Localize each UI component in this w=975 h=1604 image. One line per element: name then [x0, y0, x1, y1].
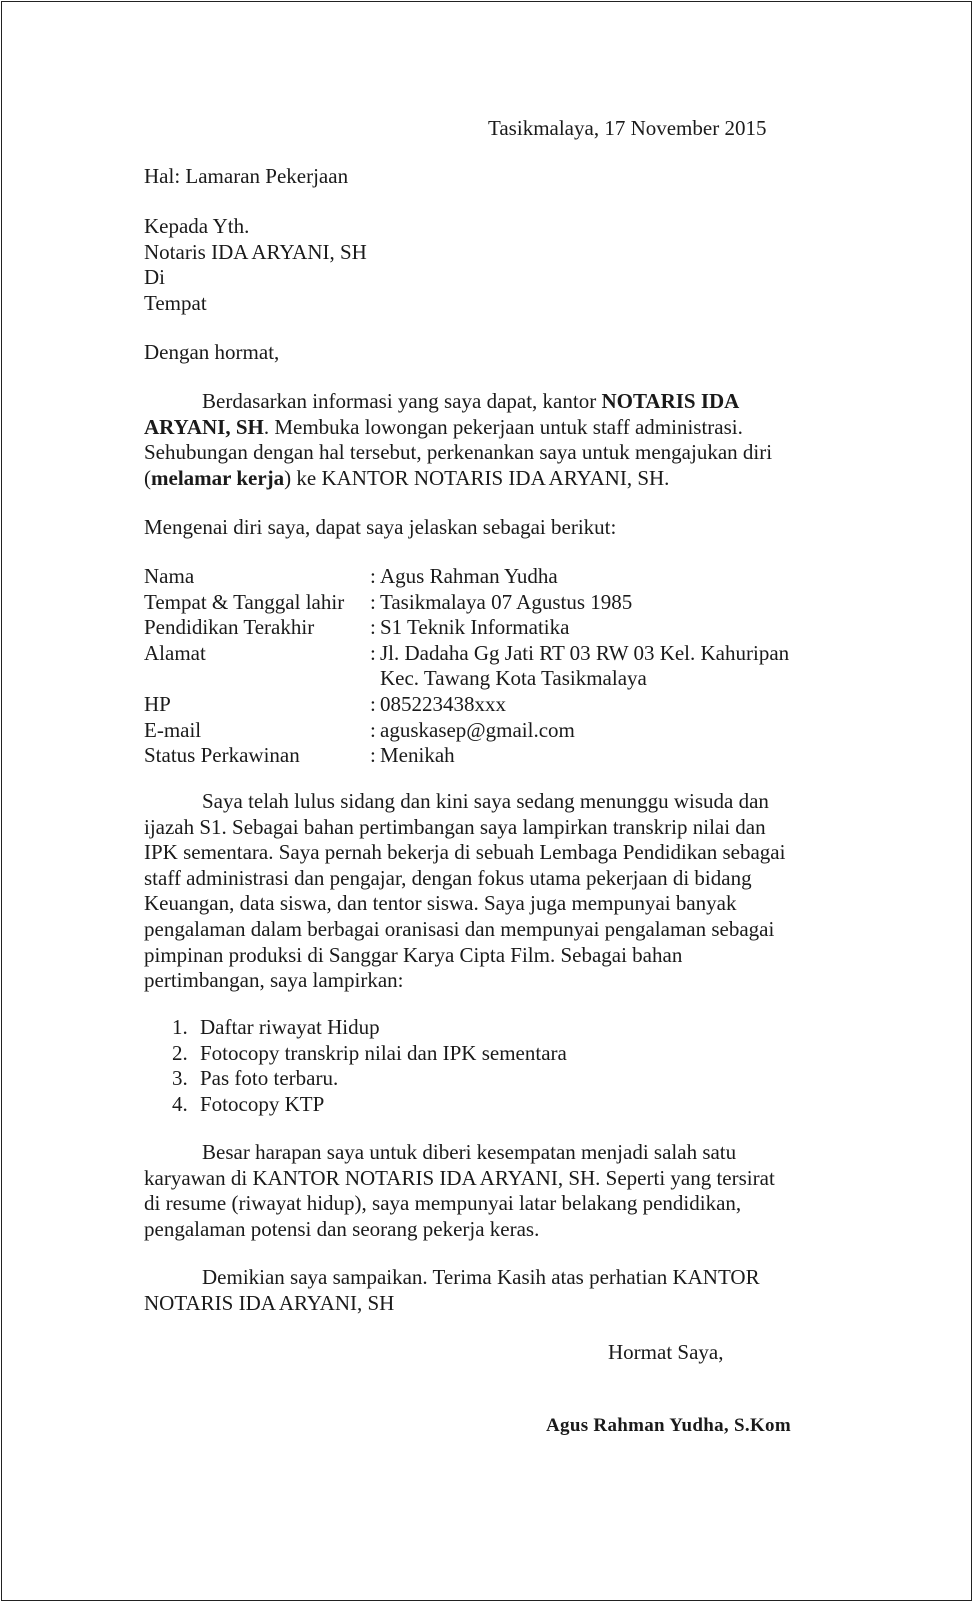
recipient-line: Notaris IDA ARYANI, SH: [144, 239, 367, 264]
list-item: [144, 1092, 567, 1118]
colon: :: [370, 564, 376, 588]
colon: :: [370, 615, 376, 640]
profile-label: Pendidikan Terakhir: [144, 615, 315, 640]
list-text: Pas foto terbaru.: [200, 1066, 339, 1091]
text-span: . Membuka lowongan pekerjaan untuk staff administrasi.: [263, 414, 743, 439]
bold-text: melamar kerja: [151, 465, 285, 490]
paragraph-line: Saya telah lulus sidang dan kini saya sedang menunggu wisuda dan: [202, 789, 769, 813]
profile-value: S1 Teknik Informatika: [380, 615, 570, 640]
profile-value: Tasikmalaya 07 Agustus 1985: [380, 589, 633, 614]
letter-subject: Hal: Lamaran Pekerjaan: [144, 164, 349, 188]
profile-value: aguskasep@gmail.com: [380, 717, 575, 742]
colon: :: [370, 717, 376, 742]
recipient-line: Tempat: [144, 290, 207, 315]
recipient-line: Kepada Yth.: [144, 214, 250, 238]
list-text: Fotocopy KTP: [200, 1091, 325, 1116]
colon: :: [370, 640, 376, 665]
paragraph-line: pengalaman potensi dan seorang pekerja keras.: [144, 1216, 540, 1241]
profile-label: Status Perkawinan: [144, 743, 300, 768]
paragraph-line: NOTARIS IDA ARYANI, SH: [144, 1290, 395, 1315]
paragraph-line: pertimbangan, saya lampirkan:: [144, 968, 404, 993]
letter-date: Tasikmalaya, 17 November 2015: [488, 116, 767, 140]
address-line: Jl. Dadaha Gg Jati RT 03 RW 03 Kel. Kahuripan: [380, 640, 790, 665]
text-span: (: [144, 465, 151, 490]
profile-value: Menikah: [380, 743, 455, 768]
paragraph-experience: [144, 789, 824, 994]
paragraph-line: IPK sementara. Saya pernah bekerja di sebuah Lembaga Pendidikan sebagai: [144, 840, 786, 865]
profile-label: Tempat & Tanggal lahir: [144, 589, 345, 614]
profile-row: [144, 718, 824, 744]
profile-value: [380, 641, 824, 692]
profile-label: Alamat: [144, 640, 206, 665]
address-line: Kec. Tawang Kota Tasikmalaya: [380, 666, 647, 691]
attachment-list: [144, 1015, 567, 1117]
text-span: Berdasarkan informasi yang saya dapat, kantor: [202, 389, 602, 413]
profile-value: 085223438xxx: [380, 691, 506, 716]
greeting: Dengan hormat,: [144, 340, 280, 364]
paragraph-line: [144, 466, 824, 492]
profile-label: E-mail: [144, 717, 202, 742]
profile-row: [144, 641, 824, 692]
colon: :: [370, 691, 376, 716]
signature-name: Agus Rahman Yudha, S.Kom: [546, 1415, 791, 1436]
paragraph-line: karyawan di KANTOR NOTARIS IDA ARYANI, SH. Seperti yang tersirat: [144, 1165, 775, 1190]
text-span: ) ke KANTOR NOTARIS IDA ARYANI, SH.: [284, 465, 670, 490]
paragraph-line: Keuangan, data siswa, dan tentor siswa. Saya juga mempunyai banyak: [144, 891, 737, 916]
profile-label: Nama: [144, 564, 195, 588]
profile-row: [144, 615, 824, 641]
paragraph-line: Demikian saya sampaikan. Terima Kasih atas perhatian KANTOR: [202, 1265, 760, 1289]
paragraph-line: [144, 415, 824, 441]
profile-label: HP: [144, 691, 171, 716]
paragraph-line: di resume (riwayat hidup), saya mempunyai latar belakang pendidikan,: [144, 1191, 742, 1216]
paragraph-line: ijazah S1. Sebagai bahan pertimbangan saya lampirkan transkrip nilai dan: [144, 814, 766, 839]
list-number: 2.: [172, 1040, 188, 1065]
paragraph-line: Besar harapan saya untuk diberi kesempatan menjadi salah satu: [202, 1140, 737, 1164]
profile-row: [144, 590, 824, 616]
list-item: [144, 1066, 567, 1092]
list-number: 3.: [172, 1066, 188, 1091]
closing-salutation: Hormat Saya,: [608, 1340, 724, 1364]
paragraph-line: pimpinan produksi di Sanggar Karya Cipta Film. Sebagai bahan: [144, 942, 683, 967]
paragraph-line: pengalaman dalam berbagai oranisasi dan mempunyai pengalaman sebagai: [144, 916, 775, 941]
profile-row: [144, 692, 824, 718]
recipient-line: Di: [144, 265, 165, 290]
paragraph-opening: [144, 389, 824, 491]
paragraph-line: staff administrasi dan pengajar, dengan fokus utama pekerjaan di bidang: [144, 865, 752, 890]
list-item: [144, 1041, 567, 1067]
profile-row: [144, 743, 824, 769]
list-text: Fotocopy transkrip nilai dan IPK sementara: [200, 1040, 567, 1065]
colon: :: [370, 743, 376, 768]
bold-text: NOTARIS IDA: [601, 389, 740, 413]
recipient-block: [144, 214, 367, 316]
profile-row: [144, 564, 824, 590]
list-number: 4.: [172, 1091, 188, 1116]
profile-intro: Mengenai diri saya, dapat saya jelaskan sebagai berikut:: [144, 515, 617, 539]
profile-value: Agus Rahman Yudha: [380, 564, 558, 588]
paragraph-line: [144, 389, 824, 415]
list-item: [144, 1015, 567, 1041]
bold-text: ARYANI, SH: [144, 414, 264, 439]
profile-table: [144, 564, 824, 769]
list-text: Daftar riwayat Hidup: [200, 1015, 380, 1039]
paragraph-line: Sehubungan dengan hal tersebut, perkenankan saya untuk mengajukan diri: [144, 440, 773, 465]
paragraph-closing: [144, 1265, 824, 1316]
colon: :: [370, 589, 376, 614]
paragraph-hope: [144, 1140, 824, 1242]
list-number: 1.: [172, 1015, 188, 1039]
